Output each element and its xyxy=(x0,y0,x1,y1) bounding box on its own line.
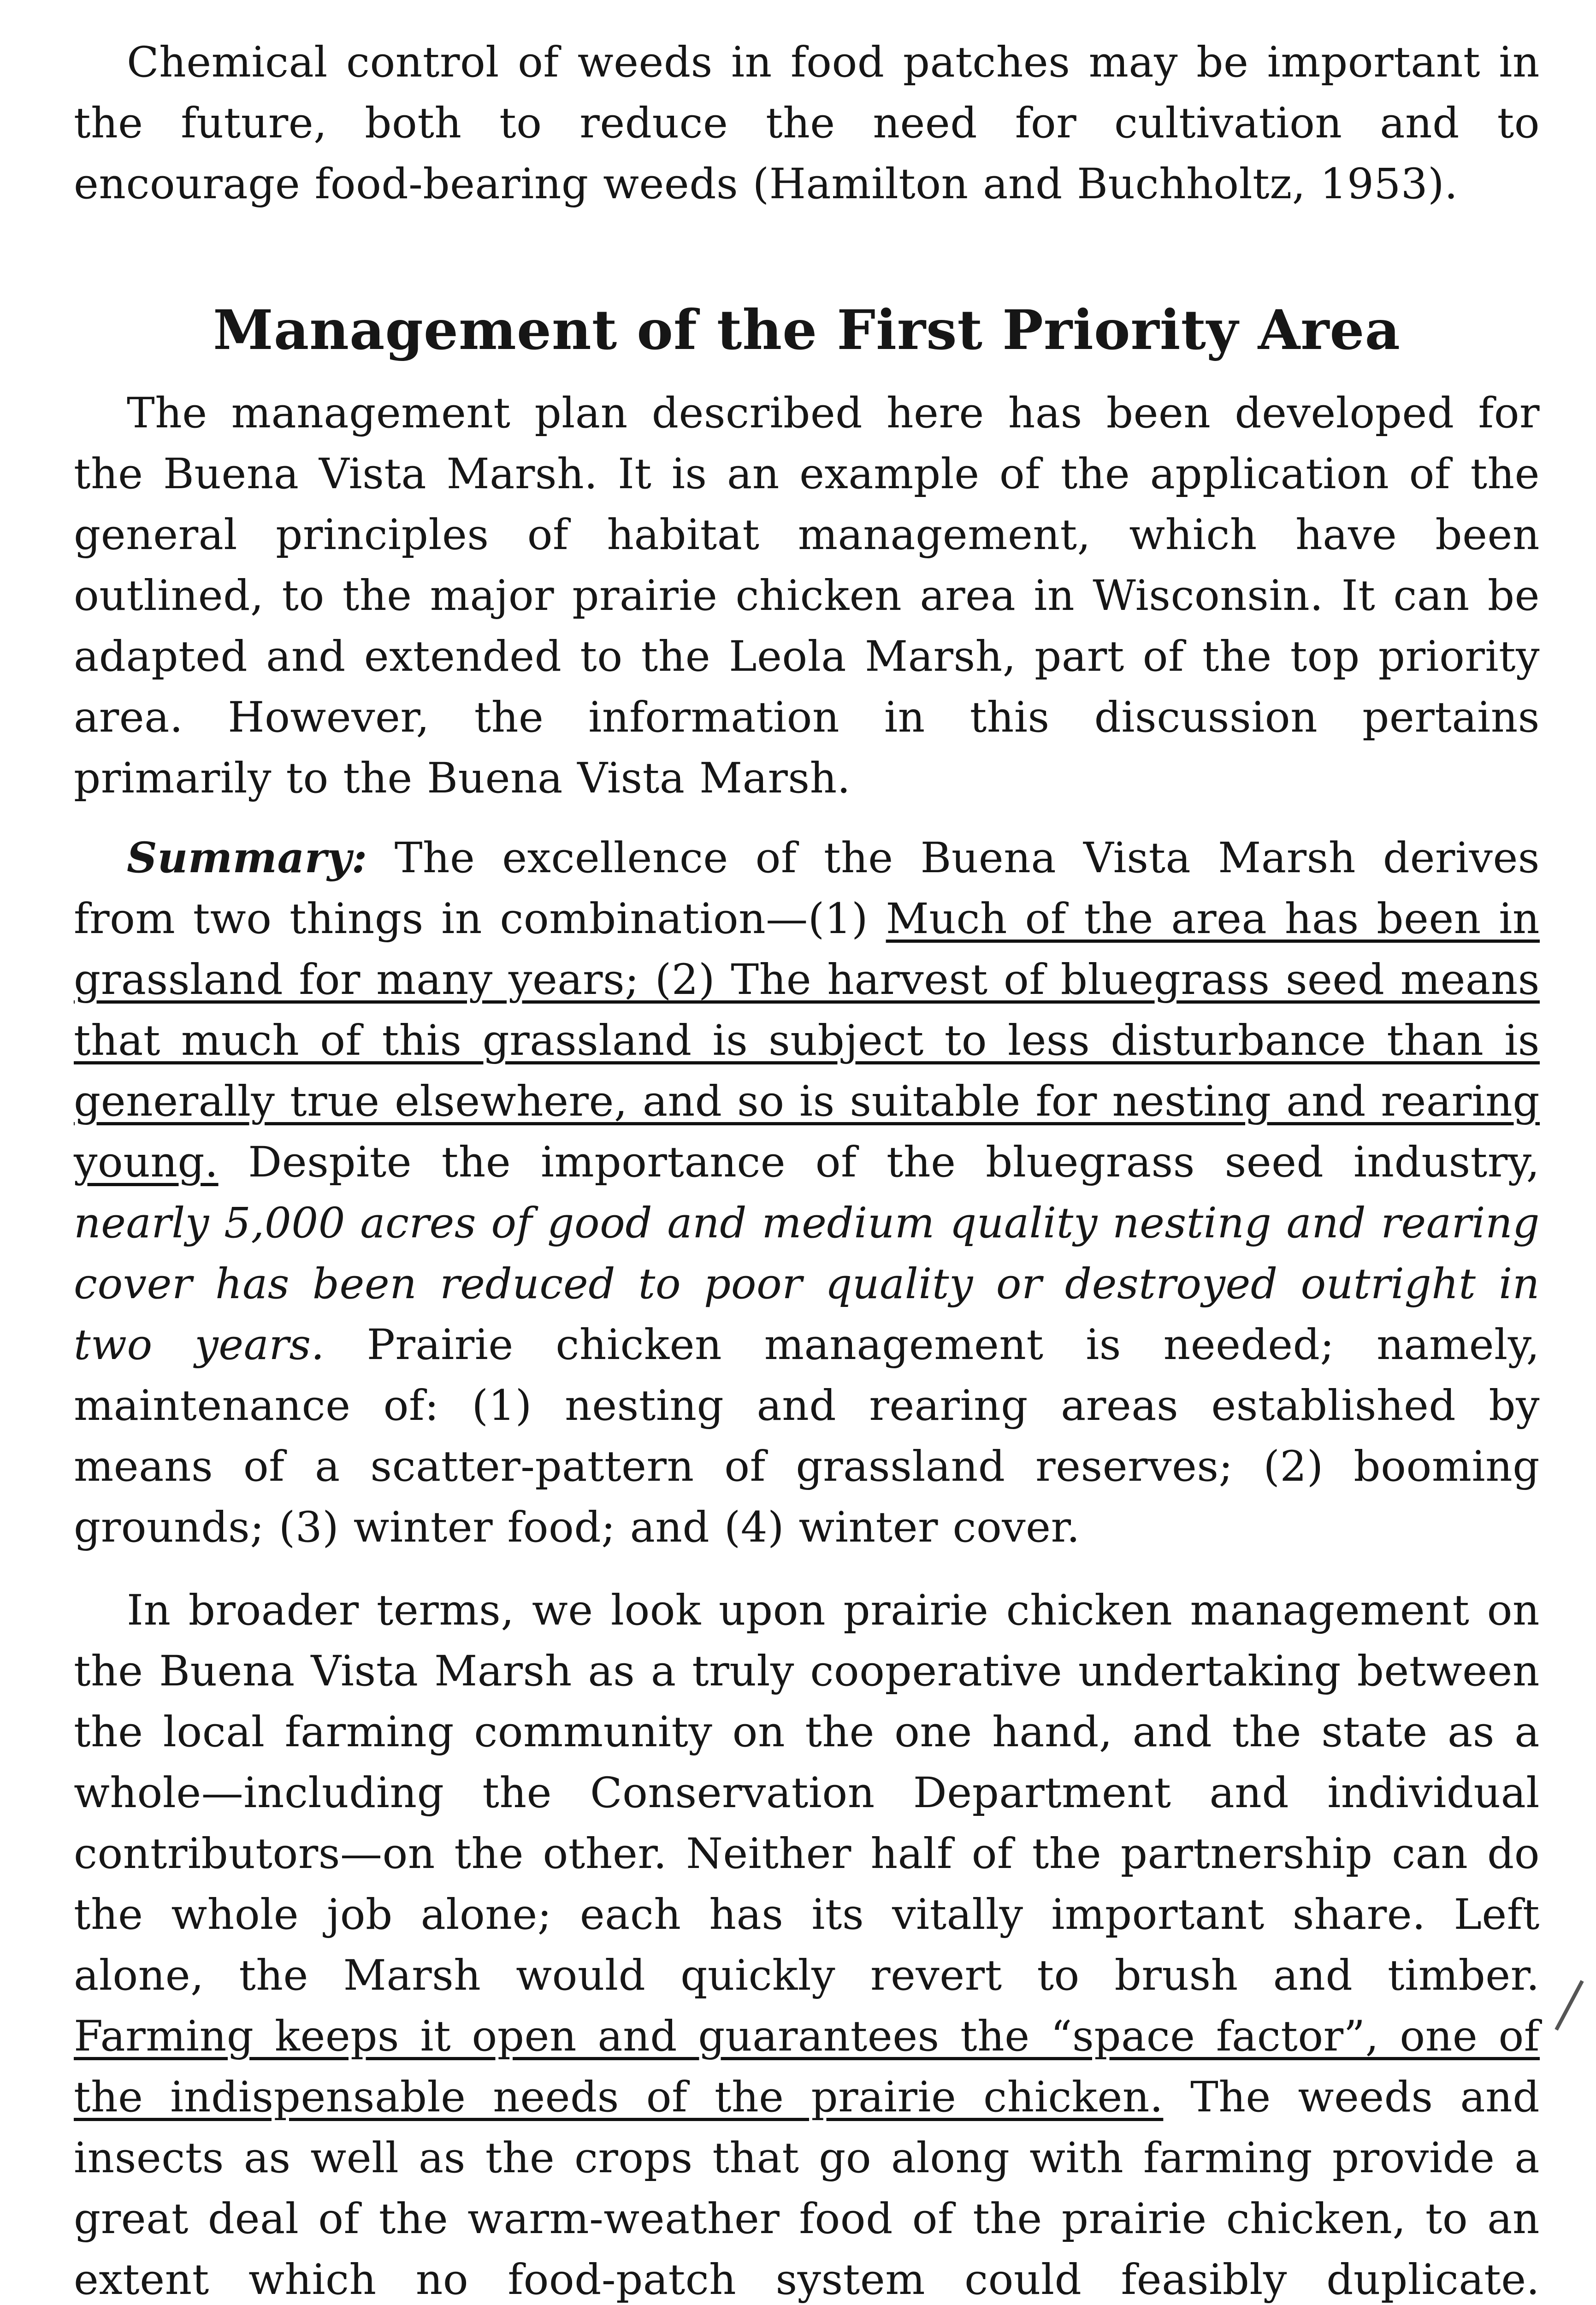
summary-tail-text: Prairie chicken management is needed; namely, maintenance of: (1) nesting and rearing areas established by means of a scatter-pattern of grassland reserves; (2) booming grounds; (3) winter food; and (4) winter cover. xyxy=(74,1321,1540,1552)
summary-paragraph xyxy=(74,827,1540,1558)
summary-middle-text: Despite the importance of the bluegrass seed industry, xyxy=(218,1138,1540,1187)
page-body xyxy=(74,32,1540,2305)
broader-tail-text: The weeds and insects as well as the crops that go along with farming provide a great deal of the warm-weather food of the prairie chicken, to an extent which no food-patch system could feasibly duplicate. xyxy=(74,2073,1540,2304)
summary-underlined-text: Much of the area has been in grassland for many years; (2) The harvest of bluegrass seed means that much of this grassland is subject to less disturbance than is generally true elsewhere, and so is suitable for nesting and rearing young. xyxy=(74,895,1540,1187)
summary-label: Summary: xyxy=(127,833,367,882)
management-paragraph: The management plan described here has been developed for the Buena Vista Marsh. It is an example of the application of the general principles of habitat management, which have been outlined, to the major prairie chicken area in Wisconsin. It can be adapted and extended to the Leola Marsh, part of the top priority area. However, the information in this discussion pertains primarily to the Buena Vista Marsh. xyxy=(74,389,1540,803)
intro-paragraph: Chemical control of weeds in food patches may be important in the future, both to reduce the need for cultivation and to encourage food-bearing weeds (Hamilton and Buchholtz, 1953). xyxy=(74,38,1540,208)
broader-terms-paragraph xyxy=(74,1580,1540,2305)
section-heading: Management of the First Priority Area xyxy=(213,298,1401,362)
summary-lead-text: The excellence of the Buena Vista Marsh derives from two things in combination—(1) xyxy=(74,834,1540,943)
broader-lead-text: In broader terms, we look upon prairie chicken management on the Buena Vista Marsh as a truly cooperative undertaking between the local farming community on the one hand, and the state as a whole—including the Conservation Department and individual contributors—on the other. Neither half of the partnership can do the whole job alone; each has its vitally important share. Left alone, the Marsh would quickly revert to brush and timber. xyxy=(74,1586,1540,2000)
broader-underlined-text: Farming keeps it open and guarantees the “space factor”, one of the indispensable needs of the prairie chicken. xyxy=(74,2012,1540,2122)
summary-italic-text: nearly 5,000 acres of good and medium quality nesting and rearing cover has been reduced to poor quality or destroyed outright in two years. xyxy=(74,1199,1540,1369)
margin-pencil-mark xyxy=(1555,1980,1584,2031)
